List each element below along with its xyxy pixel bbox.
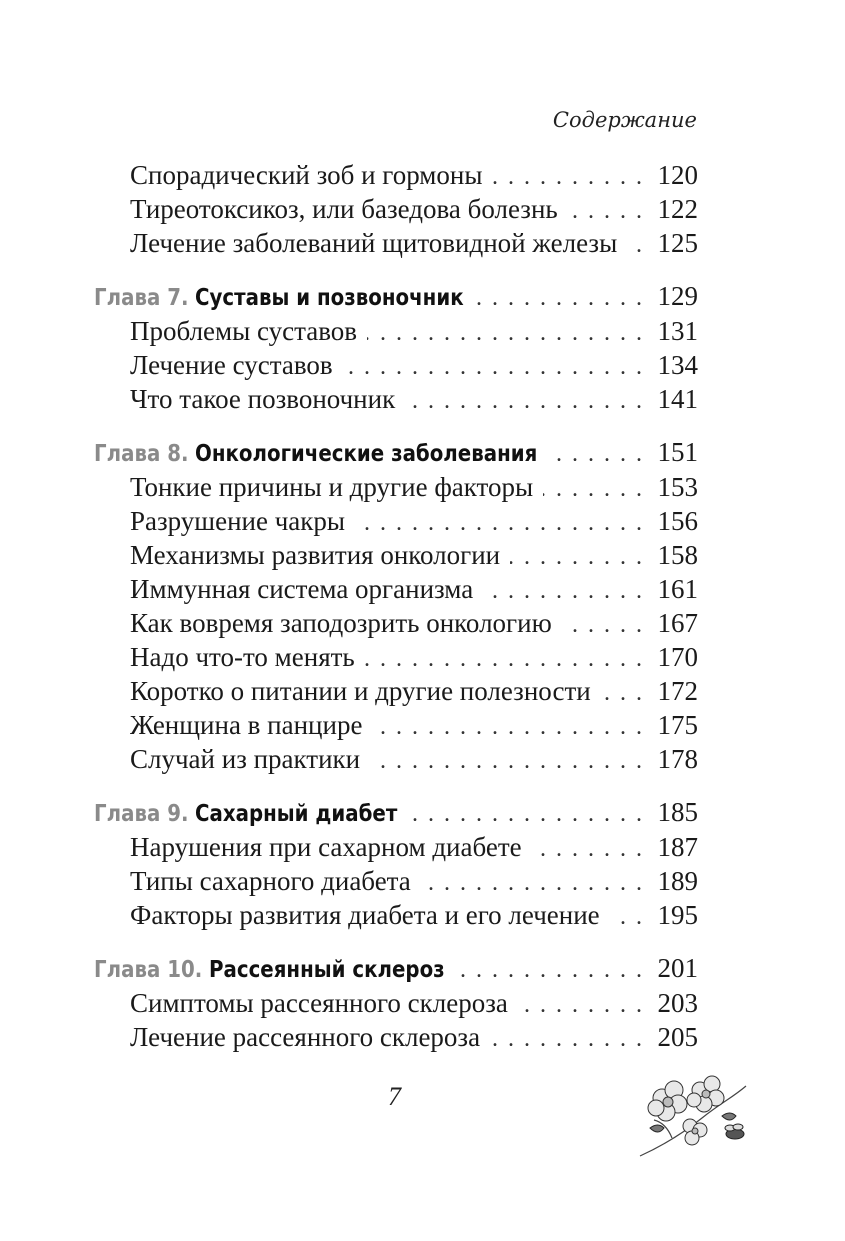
entry-page-number: 151 (657, 437, 698, 467)
dot-leader (365, 642, 644, 676)
entry-title-wrap (130, 830, 522, 864)
entry-page-number: 153 (657, 472, 698, 502)
toc-chapter-entry[interactable] (94, 950, 698, 986)
dot-leader (601, 676, 644, 710)
toc-section-entry[interactable] (94, 864, 698, 898)
chapter-title: Суставы и позвоночник (195, 285, 464, 311)
toc-section-entry[interactable] (94, 192, 698, 226)
entry-title-wrap (94, 950, 445, 988)
entry-page-number: 201 (657, 953, 698, 983)
entry-page-number: 178 (657, 744, 698, 774)
dot-leader (370, 744, 644, 778)
section-title: Тиреотоксикоз, или базедова болезнь (130, 194, 558, 224)
entry-page-number: 122 (657, 194, 698, 224)
entry-title-wrap (130, 674, 591, 708)
dot-leader (408, 796, 644, 832)
toc-section-entry[interactable] (94, 382, 698, 416)
entry-title-wrap (130, 742, 360, 776)
dot-leader (367, 316, 644, 350)
section-title: Женщина в панцире (130, 710, 363, 740)
entry-title-wrap (130, 708, 362, 742)
entry-page-number: 189 (657, 866, 698, 896)
dot-leader (627, 228, 644, 262)
entry-title-wrap (130, 538, 500, 572)
entry-title-wrap (130, 864, 411, 898)
blossom-ornament-icon (632, 1068, 754, 1164)
section-title: Разрушение чакры (130, 506, 346, 536)
table-of-contents (94, 158, 698, 1054)
toc-section-entry[interactable] (94, 640, 698, 674)
section-title: Как вовремя заподозрить онкологию (130, 608, 552, 638)
dot-leader (510, 540, 644, 574)
entry-page-number: 131 (657, 316, 698, 346)
dot-leader (483, 574, 644, 608)
entry-page-number: 141 (657, 384, 698, 414)
toc-section-entry[interactable] (94, 504, 698, 538)
toc-section-entry[interactable] (94, 708, 698, 742)
toc-section-entry[interactable] (94, 158, 698, 192)
entry-title-wrap (130, 348, 333, 382)
entry-title-wrap (94, 434, 538, 472)
entry-page-number: 129 (657, 281, 698, 311)
toc-section-entry[interactable] (94, 470, 698, 504)
section-title: Что такое позвоночник (130, 384, 396, 414)
entry-page-number: 175 (657, 710, 698, 740)
dot-leader (474, 280, 644, 316)
entry-title-wrap (130, 382, 395, 416)
entry-page-number: 134 (657, 350, 698, 380)
running-head: Содержание (552, 108, 697, 132)
dot-leader (543, 472, 644, 506)
dot-leader (490, 1022, 644, 1056)
section-title: Тонкие причины и другие факторы (130, 472, 534, 502)
toc-section-entry[interactable] (94, 830, 698, 864)
toc-section-entry[interactable] (94, 348, 698, 382)
toc-section-entry[interactable] (94, 226, 698, 260)
chapter-label: Глава 10. (94, 957, 203, 983)
entry-title-wrap (130, 572, 473, 606)
dot-leader (492, 160, 644, 194)
entry-page-number: 167 (657, 608, 698, 638)
entry-page-number: 195 (657, 900, 698, 930)
section-title: Коротко о питании и другие полезности (130, 676, 591, 706)
chapter-label: Глава 9. (94, 801, 189, 827)
dot-leader (372, 710, 644, 744)
entry-title-wrap (130, 192, 558, 226)
entry-title-wrap (94, 278, 464, 316)
section-title: Нарушения при сахарном диабете (130, 832, 522, 862)
toc-chapter-entry[interactable] (94, 794, 698, 830)
section-title: Механизмы развития онкологии (130, 540, 501, 570)
entry-page-number: 161 (657, 574, 698, 604)
entry-page-number: 203 (657, 988, 698, 1018)
dot-leader (355, 506, 644, 540)
dot-leader (405, 384, 644, 418)
entry-page-number: 187 (657, 832, 698, 862)
entry-title-wrap (130, 504, 345, 538)
dot-leader (548, 436, 644, 472)
entry-page-number: 205 (657, 1022, 698, 1052)
toc-section-entry[interactable] (94, 1020, 698, 1054)
entry-page-number: 185 (657, 797, 698, 827)
toc-chapter-entry[interactable] (94, 434, 698, 470)
chapter-title: Онкологические заболевания (195, 441, 538, 467)
toc-section-entry[interactable] (94, 742, 698, 776)
page-number: 7 (388, 1082, 401, 1111)
section-title: Лечение суставов (130, 350, 333, 380)
entry-title-wrap (130, 898, 600, 932)
toc-section-entry[interactable] (94, 606, 698, 640)
chapter-title: Рассеянный склероз (208, 957, 445, 983)
entry-page-number: 156 (657, 506, 698, 536)
entry-title-wrap (130, 986, 508, 1020)
chapter-label: Глава 8. (94, 441, 189, 467)
dot-leader (610, 900, 644, 934)
section-title: Симптомы рассеянного склероза (130, 988, 508, 1018)
dot-leader (532, 832, 644, 866)
section-title: Факторы развития диабета и его лечение (130, 900, 600, 930)
dot-leader (562, 608, 644, 642)
section-title: Типы сахарного диабета (130, 866, 411, 896)
entry-title-wrap (130, 606, 552, 640)
chapter-title: Сахарный диабет (195, 801, 398, 827)
entry-title-wrap (130, 226, 617, 260)
toc-section-entry[interactable] (94, 314, 698, 348)
toc-section-entry[interactable] (94, 674, 698, 708)
entry-title-wrap (130, 1020, 480, 1054)
entry-title-wrap (130, 158, 482, 192)
entry-title-wrap (130, 640, 355, 674)
entry-title-wrap (94, 794, 398, 832)
toc-section-entry[interactable] (94, 986, 698, 1020)
dot-leader (568, 194, 644, 228)
section-title: Случай из практики (130, 744, 361, 774)
entry-page-number: 158 (657, 540, 698, 570)
section-title: Лечение заболеваний щитовидной железы (130, 228, 618, 258)
section-title: Проблемы суставов (130, 316, 358, 346)
dot-leader (518, 988, 644, 1022)
toc-section-entry[interactable] (94, 538, 698, 572)
dot-leader (343, 350, 644, 384)
entry-page-number: 172 (657, 676, 698, 706)
toc-section-entry[interactable] (94, 898, 698, 932)
toc-chapter-entry[interactable] (94, 278, 698, 314)
toc-section-entry[interactable] (94, 572, 698, 606)
chapter-label: Глава 7. (94, 285, 189, 311)
entry-page-number: 125 (657, 228, 698, 258)
dot-leader (421, 866, 644, 900)
section-title: Надо что-то менять (130, 642, 355, 672)
dot-leader (455, 952, 644, 988)
section-title: Иммунная система организма (130, 574, 474, 604)
section-title: Лечение рассеянного склероза (130, 1022, 481, 1052)
entry-title-wrap (130, 314, 357, 348)
entry-page-number: 120 (657, 160, 698, 190)
entry-page-number: 170 (657, 642, 698, 672)
entry-title-wrap (130, 470, 533, 504)
section-title: Спорадический зоб и гормоны (130, 160, 483, 190)
